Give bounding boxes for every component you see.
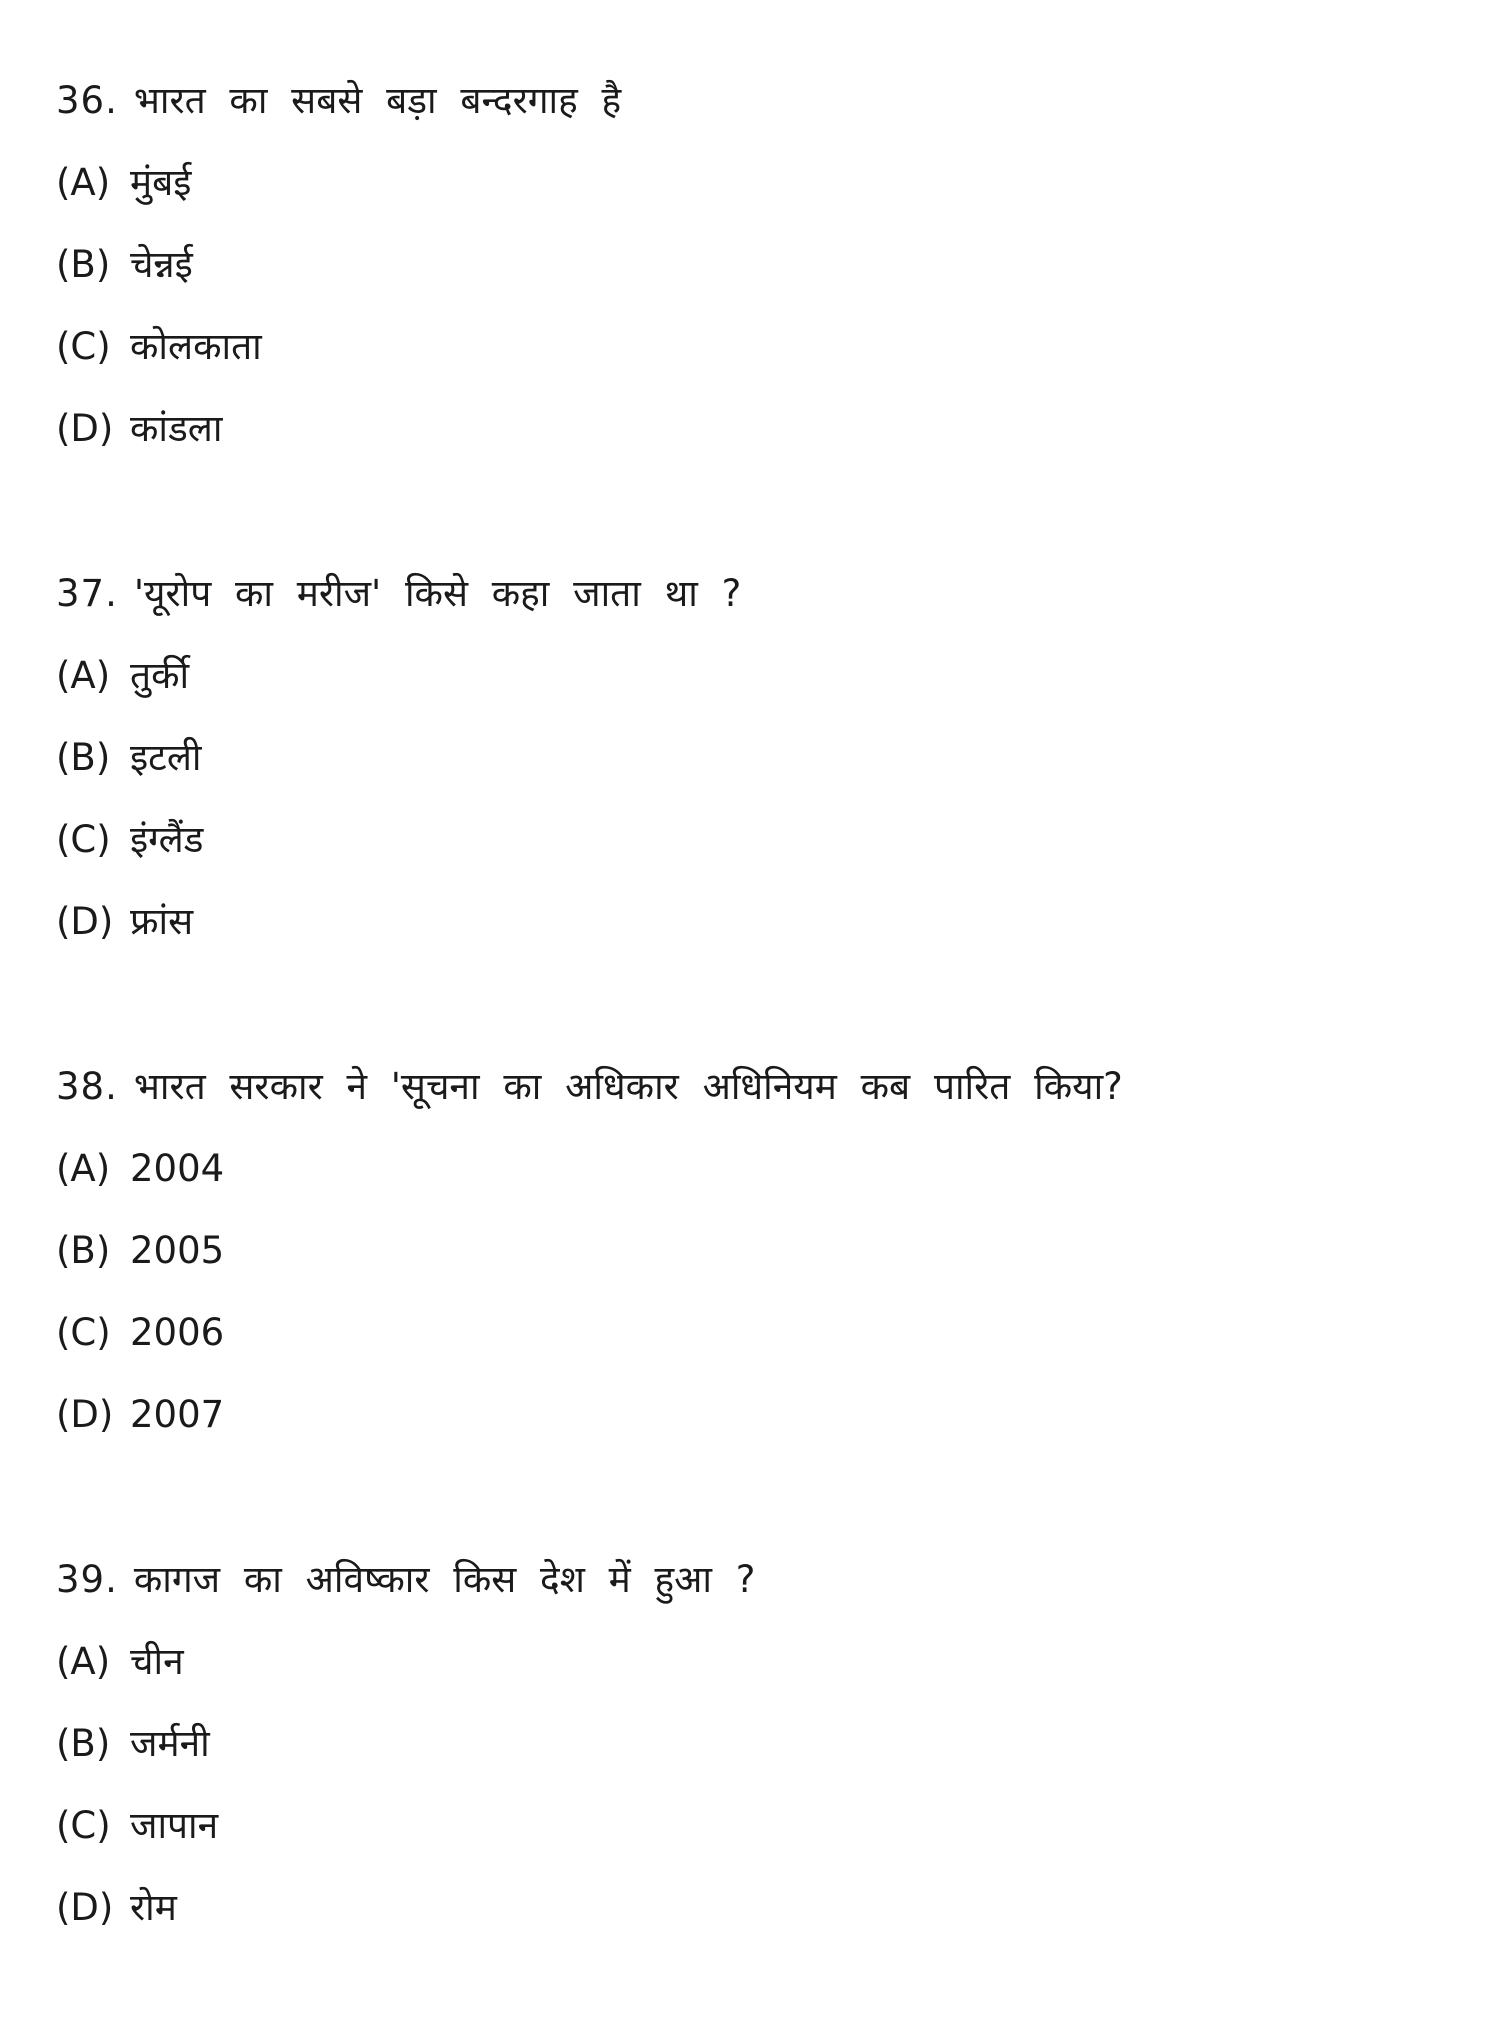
option-value: 2005 (130, 1229, 225, 1272)
option-d (56, 881, 1456, 963)
question-39 (56, 1539, 1456, 1949)
question-number: 39. (56, 1558, 118, 1601)
option-key: (D) (56, 1393, 114, 1436)
option-value: इंग्लैंड (130, 818, 204, 861)
option-d (56, 388, 1456, 470)
option-value: जर्मनी (130, 1722, 210, 1765)
option-key: (C) (56, 1804, 111, 1847)
option-c (56, 1785, 1456, 1867)
option-b (56, 1703, 1456, 1785)
option-b (56, 224, 1456, 306)
question-36 (56, 60, 1456, 470)
option-a (56, 635, 1456, 717)
option-key: (D) (56, 1886, 114, 1929)
question-text: भारत का सबसे बड़ा बन्दरगाह है (133, 79, 622, 122)
option-key: (A) (56, 654, 111, 697)
question-text: 'यूरोप का मरीज' किसे कहा जाता था ? (133, 572, 742, 615)
option-c (56, 306, 1456, 388)
option-value: 2006 (130, 1311, 225, 1354)
option-value: 2007 (130, 1393, 225, 1436)
question-number: 38. (56, 1065, 118, 1108)
option-key: (A) (56, 161, 111, 204)
option-b (56, 1210, 1456, 1292)
option-value: इटली (130, 736, 202, 779)
option-key: (C) (56, 1311, 111, 1354)
option-value: तुर्की (130, 654, 190, 697)
option-a (56, 142, 1456, 224)
option-value: चेन्नई (130, 243, 193, 286)
option-c (56, 1292, 1456, 1374)
option-value: जापान (130, 1804, 219, 1847)
option-d (56, 1867, 1456, 1949)
option-value: चीन (130, 1640, 184, 1683)
option-value: 2004 (130, 1147, 225, 1190)
option-d (56, 1374, 1456, 1456)
option-value: फ्रांस (130, 900, 194, 943)
question-line (56, 1046, 1456, 1128)
question-text: भारत सरकार ने 'सूचना का अधिकार अधिनियम कब पारित किया? (133, 1065, 1123, 1108)
option-c (56, 799, 1456, 881)
question-line (56, 553, 1456, 635)
option-key: (D) (56, 900, 114, 943)
option-a (56, 1128, 1456, 1210)
question-text: कागज का अविष्कार किस देश में हुआ ? (133, 1558, 756, 1601)
option-value: मुंबई (130, 161, 192, 204)
option-key: (B) (56, 243, 111, 286)
option-key: (C) (56, 818, 111, 861)
option-key: (D) (56, 407, 114, 450)
question-line (56, 60, 1456, 142)
question-line (56, 1539, 1456, 1621)
option-key: (B) (56, 1229, 111, 1272)
question-number: 36. (56, 79, 118, 122)
option-b (56, 717, 1456, 799)
option-value: रोम (130, 1886, 177, 1929)
option-value: कांडला (130, 407, 223, 450)
option-a (56, 1621, 1456, 1703)
option-key: (A) (56, 1640, 111, 1683)
option-key: (C) (56, 325, 111, 368)
option-key: (B) (56, 736, 111, 779)
question-37 (56, 553, 1456, 963)
question-number: 37. (56, 572, 118, 615)
option-key: (B) (56, 1722, 111, 1765)
question-38 (56, 1046, 1456, 1456)
option-key: (A) (56, 1147, 111, 1190)
option-value: कोलकाता (130, 325, 262, 368)
